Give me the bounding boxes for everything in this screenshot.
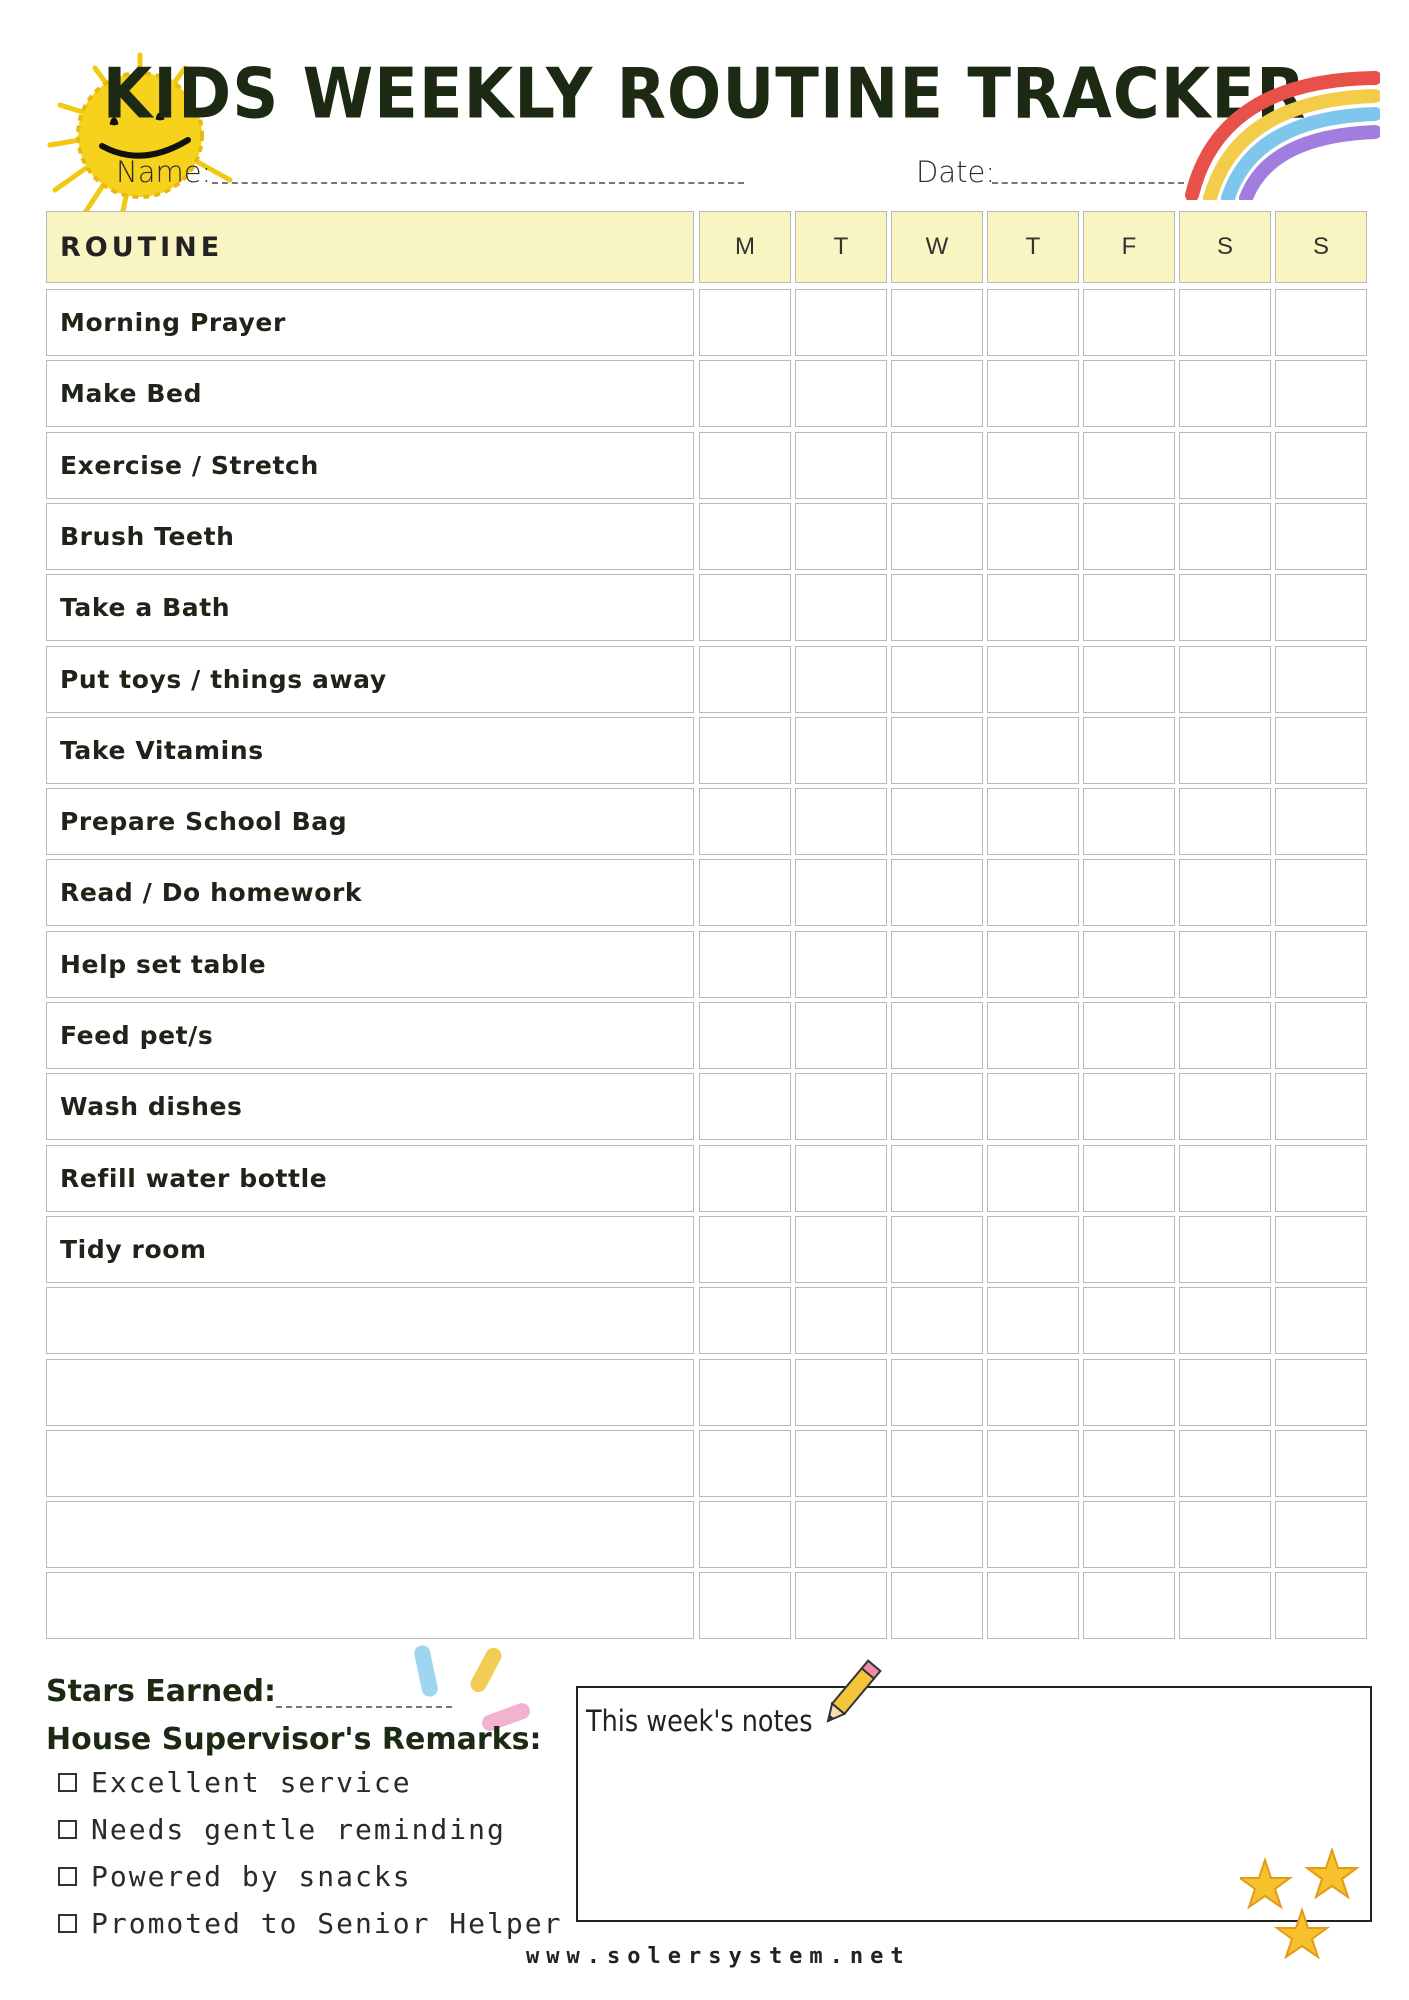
check-cell[interactable] (987, 360, 1079, 427)
notes-title: This week's notes (586, 1704, 813, 1738)
check-cell[interactable] (1179, 859, 1271, 926)
day-header: M (699, 211, 791, 283)
check-cell[interactable] (1083, 1145, 1175, 1212)
check-cell[interactable] (1179, 931, 1271, 998)
day-header: S (1179, 211, 1271, 283)
check-cell[interactable] (795, 646, 887, 713)
check-cell[interactable] (1275, 1002, 1367, 1069)
check-cell[interactable] (891, 1430, 983, 1497)
check-cell[interactable] (699, 1216, 791, 1283)
routine-label: Brush Teeth (46, 503, 694, 570)
routine-label: Tidy room (46, 1216, 694, 1283)
check-cell[interactable] (699, 1359, 791, 1426)
check-cell[interactable] (1083, 1430, 1175, 1497)
routine-label: Wash dishes (46, 1073, 694, 1140)
check-cell[interactable] (1275, 1359, 1367, 1426)
check-cell[interactable] (987, 1501, 1079, 1568)
checkbox-icon[interactable] (58, 1773, 77, 1792)
day-header: F (1083, 211, 1175, 283)
check-cell[interactable] (987, 717, 1079, 784)
check-cell[interactable] (795, 503, 887, 570)
check-cell[interactable] (795, 574, 887, 641)
day-header: T (987, 211, 1079, 283)
blank-routine-field[interactable] (46, 1501, 694, 1568)
check-cell[interactable] (891, 1216, 983, 1283)
check-cell[interactable] (795, 360, 887, 427)
check-cell[interactable] (1179, 1572, 1271, 1639)
check-cell[interactable] (987, 1002, 1079, 1069)
check-cell[interactable] (891, 931, 983, 998)
check-cell[interactable] (1275, 360, 1367, 427)
check-cell[interactable] (1083, 1359, 1175, 1426)
routine-label: Put toys / things away (46, 646, 694, 713)
pencil-icon (816, 1655, 886, 1730)
check-cell[interactable] (699, 646, 791, 713)
stars-earned-label (46, 1674, 276, 1709)
check-cell[interactable] (891, 574, 983, 641)
check-cell[interactable] (1179, 432, 1271, 499)
check-cell[interactable] (987, 289, 1079, 356)
checkbox-icon[interactable] (58, 1820, 77, 1839)
routine-label: Exercise / Stretch (46, 432, 694, 499)
check-cell[interactable] (891, 360, 983, 427)
check-cell[interactable] (699, 717, 791, 784)
check-cell[interactable] (891, 717, 983, 784)
check-cell[interactable] (1083, 503, 1175, 570)
check-cell[interactable] (795, 859, 887, 926)
check-cell[interactable] (1275, 717, 1367, 784)
check-cell[interactable] (795, 1501, 887, 1568)
check-cell[interactable] (795, 432, 887, 499)
check-cell[interactable] (1275, 1287, 1367, 1354)
check-cell[interactable] (891, 1002, 983, 1069)
check-cell[interactable] (987, 503, 1079, 570)
check-cell[interactable] (1275, 432, 1367, 499)
date-label: Date: (916, 155, 996, 189)
day-header: W (891, 211, 983, 283)
remark-option[interactable]: Powered by snacks (58, 1860, 562, 1893)
check-cell[interactable] (795, 289, 887, 356)
check-cell[interactable] (987, 859, 1079, 926)
check-cell[interactable] (891, 859, 983, 926)
check-cell[interactable] (1179, 646, 1271, 713)
check-cell[interactable] (891, 1501, 983, 1568)
check-cell[interactable] (699, 1073, 791, 1140)
check-cell[interactable] (1179, 1359, 1271, 1426)
check-cell[interactable] (1275, 289, 1367, 356)
check-cell[interactable] (987, 1073, 1079, 1140)
check-cell[interactable] (795, 1002, 887, 1069)
check-cell[interactable] (1083, 931, 1175, 998)
day-header: S (1275, 211, 1367, 283)
check-cell[interactable] (1179, 1501, 1271, 1568)
check-cell[interactable] (1179, 1430, 1271, 1497)
name-field[interactable] (212, 182, 744, 184)
checkbox-icon[interactable] (58, 1867, 77, 1886)
name-label: Name: (116, 155, 212, 189)
check-cell[interactable] (1083, 1216, 1175, 1283)
check-cell[interactable] (795, 1430, 887, 1497)
check-cell[interactable] (1275, 1145, 1367, 1212)
check-cell[interactable] (1275, 1430, 1367, 1497)
check-cell[interactable] (1275, 931, 1367, 998)
check-cell[interactable] (1179, 1216, 1271, 1283)
check-cell[interactable] (987, 646, 1079, 713)
check-cell[interactable] (699, 574, 791, 641)
check-cell[interactable] (699, 503, 791, 570)
check-cell[interactable] (699, 360, 791, 427)
check-cell[interactable] (699, 1145, 791, 1212)
stars-earned-text: Stars Earned: (46, 1674, 276, 1709)
check-cell[interactable] (1083, 717, 1175, 784)
routine-label: Make Bed (46, 360, 694, 427)
check-cell[interactable] (699, 432, 791, 499)
check-cell[interactable] (1179, 788, 1271, 855)
page-title: KIDS WEEKLY ROUTINE TRACKER (102, 55, 1307, 135)
check-cell[interactable] (987, 788, 1079, 855)
check-cell[interactable] (1275, 859, 1367, 926)
check-cell[interactable] (1083, 1287, 1175, 1354)
check-cell[interactable] (987, 1216, 1079, 1283)
check-cell[interactable] (1275, 1073, 1367, 1140)
check-cell[interactable] (891, 646, 983, 713)
check-cell[interactable] (891, 788, 983, 855)
check-cell[interactable] (795, 788, 887, 855)
check-cell[interactable] (1275, 1216, 1367, 1283)
check-cell[interactable] (891, 1572, 983, 1639)
stars-icon (1240, 1848, 1380, 1978)
check-cell[interactable] (699, 859, 791, 926)
blank-routine-field[interactable] (46, 1287, 694, 1354)
routine-label: Take Vitamins (46, 717, 694, 784)
blank-routine-field[interactable] (46, 1430, 694, 1497)
check-cell[interactable] (795, 1359, 887, 1426)
check-cell[interactable] (891, 503, 983, 570)
checkbox-icon[interactable] (58, 1914, 77, 1933)
check-cell[interactable] (1275, 646, 1367, 713)
remarks-title: House Supervisor's Remarks: (46, 1722, 542, 1757)
check-cell[interactable] (987, 1430, 1079, 1497)
check-cell[interactable] (1083, 360, 1175, 427)
check-cell[interactable] (795, 1287, 887, 1354)
check-cell[interactable] (891, 1359, 983, 1426)
remark-option[interactable]: Needs gentle reminding (58, 1813, 562, 1846)
check-cell[interactable] (987, 931, 1079, 998)
check-cell[interactable] (1083, 1572, 1175, 1639)
check-cell[interactable] (699, 289, 791, 356)
check-cell[interactable] (1083, 289, 1175, 356)
check-cell[interactable] (987, 574, 1079, 641)
check-cell[interactable] (1083, 646, 1175, 713)
check-cell[interactable] (1179, 574, 1271, 641)
check-cell[interactable] (1083, 788, 1175, 855)
date-field[interactable] (992, 182, 1184, 184)
check-cell[interactable] (795, 717, 887, 784)
check-cell[interactable] (891, 1073, 983, 1140)
check-cell[interactable] (699, 1002, 791, 1069)
check-cell[interactable] (699, 1572, 791, 1639)
remarks-list (58, 1766, 562, 1940)
blank-routine-field[interactable] (46, 1359, 694, 1426)
routine-label: Morning Prayer (46, 289, 694, 356)
check-cell[interactable] (1179, 1073, 1271, 1140)
remark-option[interactable]: Promoted to Senior Helper (58, 1907, 562, 1940)
check-cell[interactable] (1179, 717, 1271, 784)
check-cell[interactable] (1083, 859, 1175, 926)
check-cell[interactable] (699, 931, 791, 998)
check-cell[interactable] (1179, 1287, 1271, 1354)
check-cell[interactable] (1083, 1073, 1175, 1140)
check-cell[interactable] (795, 1216, 887, 1283)
check-cell[interactable] (987, 432, 1079, 499)
check-cell[interactable] (1275, 788, 1367, 855)
check-cell[interactable] (987, 1287, 1079, 1354)
check-cell[interactable] (891, 432, 983, 499)
routine-column-header: ROUTINE (46, 211, 694, 283)
check-cell[interactable] (987, 1145, 1079, 1212)
website-footer: www.solersystem.net (526, 1944, 911, 1969)
check-cell[interactable] (1275, 503, 1367, 570)
check-cell[interactable] (1179, 1002, 1271, 1069)
check-cell[interactable] (987, 1572, 1079, 1639)
routine-label: Prepare School Bag (46, 788, 694, 855)
check-cell[interactable] (795, 931, 887, 998)
blank-routine-field[interactable] (46, 1572, 694, 1639)
check-cell[interactable] (1179, 360, 1271, 427)
remark-option[interactable]: Excellent service (58, 1766, 562, 1799)
check-cell[interactable] (795, 1145, 887, 1212)
check-cell[interactable] (1179, 1145, 1271, 1212)
check-cell[interactable] (891, 1145, 983, 1212)
check-cell[interactable] (1275, 1572, 1367, 1639)
check-cell[interactable] (891, 1287, 983, 1354)
check-cell[interactable] (1083, 1501, 1175, 1568)
check-cell[interactable] (1083, 432, 1175, 499)
check-cell[interactable] (795, 1572, 887, 1639)
check-cell[interactable] (1275, 574, 1367, 641)
check-cell[interactable] (699, 788, 791, 855)
check-cell[interactable] (699, 1501, 791, 1568)
check-cell[interactable] (699, 1430, 791, 1497)
check-cell[interactable] (1083, 1002, 1175, 1069)
rainbow-icon (1180, 60, 1380, 200)
day-header: T (795, 211, 887, 283)
check-cell[interactable] (987, 1359, 1079, 1426)
check-cell[interactable] (891, 289, 983, 356)
check-cell[interactable] (1083, 574, 1175, 641)
check-cell[interactable] (1275, 1501, 1367, 1568)
check-cell[interactable] (1179, 503, 1271, 570)
routine-label: Help set table (46, 931, 694, 998)
routine-label: Feed pet/s (46, 1002, 694, 1069)
check-cell[interactable] (699, 1287, 791, 1354)
check-cell[interactable] (795, 1073, 887, 1140)
routine-label: Read / Do homework (46, 859, 694, 926)
routine-label: Take a Bath (46, 574, 694, 641)
check-cell[interactable] (1179, 289, 1271, 356)
routine-label: Refill water bottle (46, 1145, 694, 1212)
